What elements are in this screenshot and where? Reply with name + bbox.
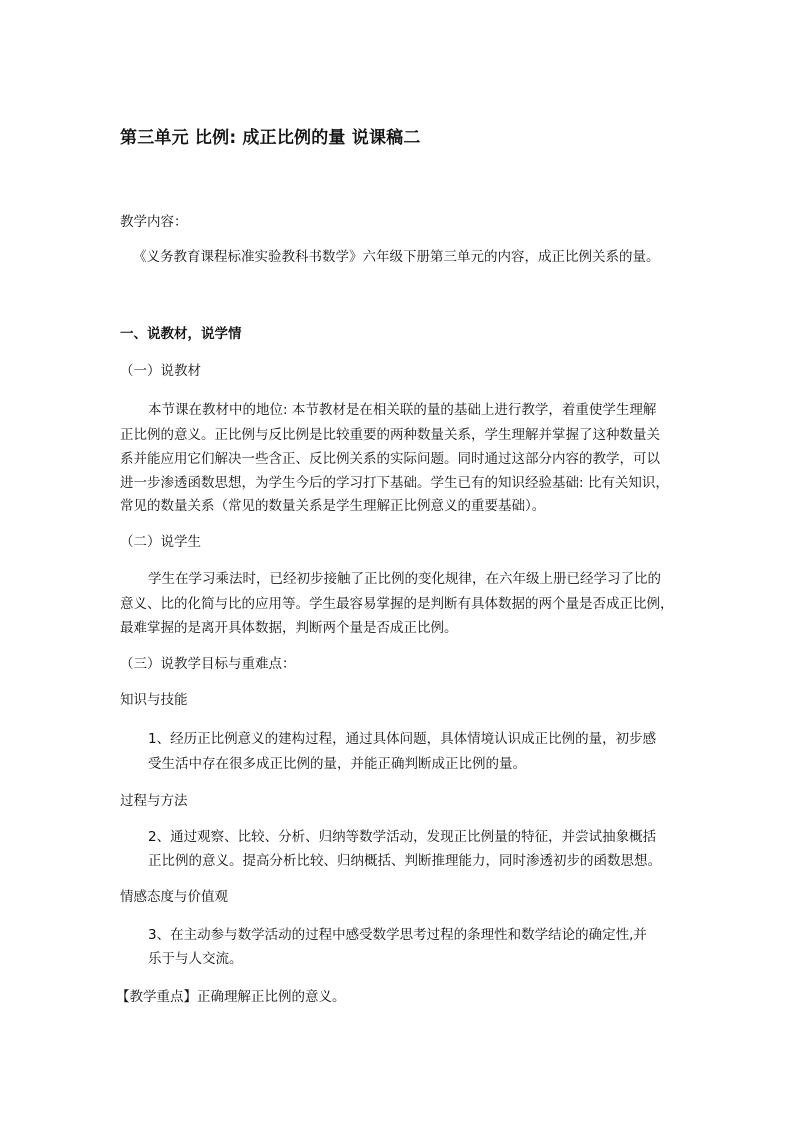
- paragraph-line: 进一步渗透函数思想，为学生今后的学习打下基础。学生已有的知识经验基础: 比有关知识，: [120, 475, 669, 491]
- paragraph-line: 本节课在教材中的地位: 本节教材是在相关联的量的基础上进行教学，着重使学生理解: [148, 402, 657, 418]
- paragraph-line: 学生在学习乘法时，已经初步接触了正比例的变化规律，在六年级上册已经学习了比的: [148, 571, 661, 587]
- page-title: 第三单元 比例: 成正比例的量 说课稿二: [120, 128, 421, 148]
- paragraph-line: 正比例的意义。正比例与反比例是比较重要的两种数量关系，学生理解并掌握了这种数量关: [120, 427, 660, 443]
- goal-3-line: 3、在主动参与数学活动的过程中感受数学思考过程的条理性和数学结论的确定性,并: [148, 927, 647, 943]
- paragraph-line: 意义、比的化简与比的应用等。学生最容易掌握的是判断有具体数据的两个量是否成正比例，: [120, 596, 674, 612]
- paragraph-line: 系并能应用它们解决一些含正、反比例关系的实际问题。同时通过这部分内容的教学，可以: [120, 451, 660, 467]
- paragraph-line: 最难掌握的是离开具体数据，判断两个量是否成正比例。: [120, 620, 458, 636]
- goal-2-line: 2、通过观察、比较、分析、归纳等数学活动，发现正比例量的特征，并尝试抽象概括: [148, 829, 657, 845]
- goal-1-line: 1、经历正比例意义的建构过程，通过具体问题，具体情境认识成正比例的量，初步感: [148, 731, 657, 747]
- goal-3-line: 乐于与人交流。: [148, 951, 243, 967]
- subsection-1-heading: （一）说教材: [120, 363, 201, 379]
- goal-2-line: 正比例的意义。提高分析比较、归纳概括、判断推理能力，同时渗透初步的函数思想。: [148, 853, 661, 869]
- content-text: 《义务教育课程标准实验教科书数学》六年级下册第三单元的内容，成正比例关系的量。: [133, 249, 660, 265]
- section-1-heading: 一、说教材，说学情: [120, 326, 242, 342]
- teaching-key-point: 【教学重点】正确理解正比例的意义。: [116, 989, 346, 1005]
- goal-1-line: 受生活中存在很多成正比例的量，并能正确判断成正比例的量。: [148, 756, 526, 772]
- goal-2-label: 过程与方法: [120, 793, 188, 809]
- subsection-3-heading: （三）说教学目标与重难点：: [120, 656, 296, 672]
- goal-3-label: 情感态度与价值观: [120, 889, 228, 905]
- subsection-2-heading: （二）说学生: [120, 534, 201, 550]
- content-label: 教学内容：: [120, 214, 188, 230]
- paragraph-line: 常见的数量关系（常见的数量关系是学生理解正比例意义的重要基础）。: [120, 498, 546, 514]
- goal-1-label: 知识与技能: [120, 692, 188, 708]
